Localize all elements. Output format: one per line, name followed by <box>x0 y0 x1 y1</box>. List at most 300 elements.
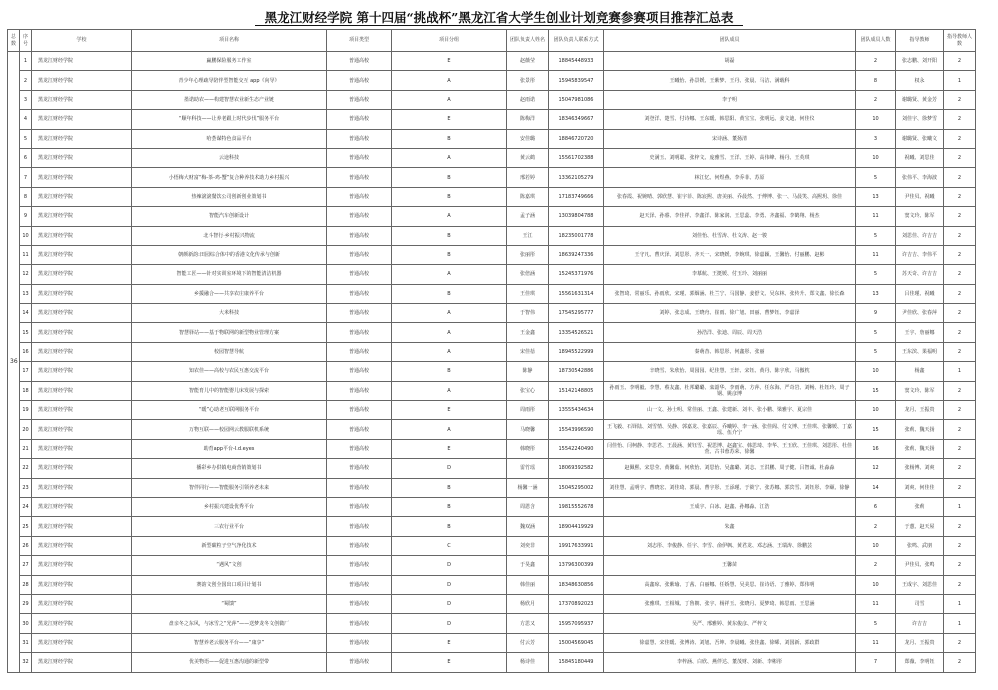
cell-members: 刘婷、张志成、王晓舟、崔雨、徐广旭、田丽、曹梦钰、李嘉泽 <box>604 304 856 323</box>
cell-name: 朝颜新韵:田园综合体中的香港文化传承与创新 <box>132 245 327 264</box>
cell-type: 普通高校 <box>327 459 392 478</box>
cell-name: 校园智慧导航 <box>132 342 327 361</box>
table-row <box>8 439 976 458</box>
cell-no: 18 <box>20 381 32 400</box>
cell-no: 9 <box>20 207 32 226</box>
cell-name: 智能工匠——针对实训室环境下的智能清洁机器 <box>132 265 327 284</box>
cell-phone: 19815552678 <box>549 497 604 516</box>
cell-group: B <box>392 362 507 381</box>
cell-phone: 17545295777 <box>549 304 604 323</box>
cell-tcount: 2 <box>944 342 976 361</box>
cell-members: 朱鑫 <box>604 517 856 536</box>
cell-school: 黑龙江财经学院 <box>32 653 132 672</box>
cell-school: 黑龙江财经学院 <box>32 226 132 245</box>
cell-type: 普通高校 <box>327 556 392 575</box>
cell-count: 5 <box>856 323 896 342</box>
cell-group: A <box>392 342 507 361</box>
cell-teacher: 权永 <box>896 71 944 90</box>
cell-tcount: 2 <box>944 575 976 594</box>
cell-count: 3 <box>856 129 896 148</box>
cell-group: E <box>392 633 507 652</box>
cell-phone: 13354526521 <box>549 323 604 342</box>
table-row <box>8 284 976 303</box>
cell-count: 6 <box>856 497 896 516</box>
cell-type: 普通高校 <box>327 52 392 71</box>
cell-type: 普通高校 <box>327 401 392 420</box>
cell-members: 张春霞、祝婉晴、郭欣慧、崔宇菲、陈宸熙、唐美丽、乔晨然、于傅博、张一、马晨笑、高熙玥、徐佳 <box>604 187 856 206</box>
cell-phone: 18845448933 <box>549 52 604 71</box>
table-body <box>8 52 976 673</box>
cell-school: 黑龙江财经学院 <box>32 187 132 206</box>
cell-tcount: 2 <box>944 207 976 226</box>
cell-tcount: 2 <box>944 478 976 497</box>
cell-type: 普通高校 <box>327 575 392 594</box>
cell-type: 普通高校 <box>327 594 392 613</box>
table-row <box>8 459 976 478</box>
cell-teacher: 谢璐贤、张曦文 <box>896 129 944 148</box>
cell-school: 黑龙江财经学院 <box>32 265 132 284</box>
cell-name: 赛韵文创全国出口项目计划书 <box>132 575 327 594</box>
cell-phone: 17370892023 <box>549 594 604 613</box>
table-row <box>8 478 976 497</box>
cell-no: 22 <box>20 459 32 478</box>
cell-teacher: 郑薇、李明钰 <box>896 653 944 672</box>
cell-phone: 18069392582 <box>549 459 604 478</box>
cell-school: 黑龙江财经学院 <box>32 323 132 342</box>
cell-teacher: 张志鹏、刘开阳 <box>896 52 944 71</box>
cell-name: “顺年科技——让养老跟上时代步伐”服务平台 <box>132 110 327 129</box>
cell-type: 普通高校 <box>327 245 392 264</box>
cell-teacher: 张莉、魏天扬 <box>896 439 944 458</box>
cell-count: 13 <box>856 187 896 206</box>
table-row <box>8 226 976 245</box>
cell-count: 10 <box>856 148 896 167</box>
cell-members: 刘佳慧、孟明宇、曹晓宏、刘佳琦、郭晨、曹宇彤、王添瑾、于筱宁、张苏娜、郭宾雪、刘钰彤、李颐、徐静 <box>604 478 856 497</box>
cell-group: B <box>392 187 507 206</box>
cell-teacher: 尹佳贝、张鸣 <box>896 556 944 575</box>
table-row <box>8 129 976 148</box>
cell-name: 大米科技 <box>132 304 327 323</box>
cell-teacher: 尹佳贝、祝曦 <box>896 187 944 206</box>
table-row <box>8 575 976 594</box>
cell-teacher: 司雪 <box>896 594 944 613</box>
cell-name: “暖”心助老互联网服务平台 <box>132 401 327 420</box>
cell-teacher: 窦文玲、陈军 <box>896 207 944 226</box>
cell-school: 黑龙江财经学院 <box>32 90 132 109</box>
cell-count: 14 <box>856 478 896 497</box>
cell-name: 盘亲冬之东风，与冰雪之“光萍”——送梦龙冬文创微厂 <box>132 614 327 633</box>
cell-name: 乡村振兴建设优秀平台 <box>132 497 327 516</box>
cell-tcount: 2 <box>944 245 976 264</box>
cell-members: 刘佳怡、杜雪涛、杜文涛、赵一骏 <box>604 226 856 245</box>
cell-tcount: 2 <box>944 381 976 400</box>
cell-phone: 13362105279 <box>549 168 604 187</box>
cell-name: 知农佳——高校与农民互惠交流平台 <box>132 362 327 381</box>
table-row <box>8 52 976 71</box>
cell-leader: 张丽彤 <box>507 245 549 264</box>
cell-phone: 15542240490 <box>549 439 604 458</box>
cell-members: 王成宇、白冰、赵鑫、孙娜淼、江浩 <box>604 497 856 516</box>
cell-phone: 18348630856 <box>549 575 604 594</box>
cell-group: A <box>392 148 507 167</box>
cell-type: 普通高校 <box>327 420 392 439</box>
total-count: 36 <box>8 52 20 673</box>
cell-group: E <box>392 439 507 458</box>
cell-no: 32 <box>20 653 32 672</box>
cell-school: 黑龙江财经学院 <box>32 401 132 420</box>
cell-type: 普通高校 <box>327 148 392 167</box>
table-row <box>8 90 976 109</box>
cell-phone: 18904419929 <box>549 517 604 536</box>
cell-type: 普通高校 <box>327 614 392 633</box>
cell-teacher: 杨鑫 <box>896 362 944 381</box>
cell-count: 5 <box>856 226 896 245</box>
cell-group: A <box>392 71 507 90</box>
cell-teacher: 王东滨、果福明 <box>896 342 944 361</box>
cell-count: 10 <box>856 575 896 594</box>
cell-leader: 魏双涵 <box>507 517 549 536</box>
cell-type: 普通高校 <box>327 265 392 284</box>
table-row <box>8 420 976 439</box>
cell-tcount: 1 <box>944 594 976 613</box>
cell-leader: 周恩含 <box>507 497 549 516</box>
cell-name: 墨诺助农——构建智慧农业新生态产业链 <box>132 90 327 109</box>
cell-teacher: 许吉吉 <box>896 614 944 633</box>
cell-teacher: 吕佳瑾、祝曦 <box>896 284 944 303</box>
cell-leader: 杨诗佳 <box>507 653 549 672</box>
table-row <box>8 556 976 575</box>
column-header: 团队负责人姓名 <box>507 30 549 52</box>
cell-school: 黑龙江财经学院 <box>32 168 132 187</box>
cell-phone: 15245371976 <box>549 265 604 284</box>
cell-count: 11 <box>856 633 896 652</box>
table-row <box>8 168 976 187</box>
cell-no: 17 <box>20 362 32 381</box>
column-header: 项目分组 <box>392 30 507 52</box>
cell-members: 张智琦、常丽乐、孙雨欣、宋瑾、郭烟涵、杜兰宁、马国静、姜舒文、吴东林、张传升、郑文鑫、徐长森 <box>604 284 856 303</box>
cell-no: 19 <box>20 401 32 420</box>
cell-name: 智能育儿中的智能婴儿床发展与探索 <box>132 381 327 400</box>
column-header: 项目类型 <box>327 30 392 52</box>
cell-type: 普通高校 <box>327 342 392 361</box>
cell-school: 黑龙江财经学院 <box>32 207 132 226</box>
cell-type: 普通高校 <box>327 304 392 323</box>
cell-type: 普通高校 <box>327 187 392 206</box>
cell-count: 5 <box>856 342 896 361</box>
cell-leader: 王金鑫 <box>507 323 549 342</box>
cell-no: 21 <box>20 439 32 458</box>
cell-teacher: 张伟平、李海波 <box>896 168 944 187</box>
cell-members: 李梓涵、白欣、燕伴达、董茂财、刘新、李彬彤 <box>604 653 856 672</box>
cell-type: 普通高校 <box>327 517 392 536</box>
cell-leader: 孟子涵 <box>507 207 549 226</box>
cell-type: 普通高校 <box>327 653 392 672</box>
cell-type: 普通高校 <box>327 284 392 303</box>
cell-tcount: 1 <box>944 362 976 381</box>
cell-phone: 15561631314 <box>549 284 604 303</box>
cell-no: 16 <box>20 342 32 361</box>
cell-members: 宋诗涵、董扬清 <box>604 129 856 148</box>
table-row <box>8 536 976 555</box>
cell-school: 黑龙江财经学院 <box>32 556 132 575</box>
cell-school: 黑龙江财经学院 <box>32 420 132 439</box>
cell-count: 9 <box>856 304 896 323</box>
cell-teacher: 窦文玲、陈军 <box>896 381 944 400</box>
cell-tcount: 2 <box>944 323 976 342</box>
cell-type: 普通高校 <box>327 168 392 187</box>
cell-teacher: 王成宇、刘思佳 <box>896 575 944 594</box>
cell-count: 10 <box>856 401 896 420</box>
cell-phone: 18730542886 <box>549 362 604 381</box>
cell-school: 黑龙江财经学院 <box>32 284 132 303</box>
cell-members: 刘志彤、李俊静、任宇、李雪、俞伊枫、黄君龙、邓志涵、王瑞涛、徐鹏芸 <box>604 536 856 555</box>
cell-type: 普通高校 <box>327 207 392 226</box>
cell-group: A <box>392 207 507 226</box>
cell-name: 哈荟谋特色食品平台 <box>132 129 327 148</box>
cell-no: 1 <box>20 52 32 71</box>
table-row <box>8 497 976 516</box>
cell-no: 15 <box>20 323 32 342</box>
cell-no: 28 <box>20 575 32 594</box>
cell-tcount: 1 <box>944 71 976 90</box>
cell-school: 黑龙江财经学院 <box>32 459 132 478</box>
cell-leader: 周雨彤 <box>507 401 549 420</box>
cell-count: 5 <box>856 614 896 633</box>
cell-leader: 陈静 <box>507 362 549 381</box>
cell-school: 黑龙江财经学院 <box>32 342 132 361</box>
cell-count: 15 <box>856 381 896 400</box>
cell-tcount: 2 <box>944 556 976 575</box>
cell-name: 万物互联——校园网云教服联机系统 <box>132 420 327 439</box>
cell-teacher: 龙月、王振贵 <box>896 633 944 652</box>
table-row <box>8 633 976 652</box>
cell-count: 2 <box>856 517 896 536</box>
cell-name: “蜀馈” <box>132 594 327 613</box>
cell-group: D <box>392 459 507 478</box>
cell-type: 普通高校 <box>327 478 392 497</box>
cell-no: 10 <box>20 226 32 245</box>
cell-members: 秦萌杳、韩思彤、何鑫彤、张丽 <box>604 342 856 361</box>
cell-no: 30 <box>20 614 32 633</box>
cell-type: 普通高校 <box>327 439 392 458</box>
cell-leader: 陈梅洋 <box>507 110 549 129</box>
cell-count: 7 <box>856 653 896 672</box>
cell-school: 黑龙江财经学院 <box>32 536 132 555</box>
cell-no: 13 <box>20 284 32 303</box>
cell-members: 李子明 <box>604 90 856 109</box>
cell-count: 10 <box>856 110 896 129</box>
cell-tcount: 2 <box>944 401 976 420</box>
cell-tcount: 2 <box>944 439 976 458</box>
cell-tcount: 2 <box>944 110 976 129</box>
cell-members: 辛晓雪、朱欣怡、周园园、纪佳慧、王轩、宋钰、黄丹、陈宇欣、马傲枕 <box>604 362 856 381</box>
cell-no: 8 <box>20 187 32 206</box>
cell-group: B <box>392 284 507 303</box>
cell-group: A <box>392 265 507 284</box>
cell-count: 10 <box>856 362 896 381</box>
cell-school: 黑龙江财经学院 <box>32 633 132 652</box>
cell-phone: 18346349667 <box>549 110 604 129</box>
cell-no: 31 <box>20 633 32 652</box>
cell-name: 青少年心理疏导陪伴型智能交互 app《向导》 <box>132 71 327 90</box>
cell-phone: 15957095937 <box>549 614 604 633</box>
table-row <box>8 187 976 206</box>
cell-no: 11 <box>20 245 32 264</box>
cell-school: 黑龙江财经学院 <box>32 381 132 400</box>
column-header: 项目名称 <box>132 30 327 52</box>
cell-members: 赵天泽、孙睿、李佳祥、李鑫洋、陈家润、王思蕊、李勇、齐鑫福、李鹤翔、杨杰 <box>604 207 856 226</box>
cell-leader: 杨馨一涵 <box>507 478 549 497</box>
cell-teacher: 刘佳宇、徐梦雪 <box>896 110 944 129</box>
cell-no: 26 <box>20 536 32 555</box>
cell-phone: 17183749666 <box>549 187 604 206</box>
cell-no: 20 <box>20 420 32 439</box>
cell-leader: 张宝心 <box>507 381 549 400</box>
table-row <box>8 517 976 536</box>
cell-members: 闫佳怡、闫柯静、李思君、王晨涵、黄钰雪、祝思博、赵鑫宝、韩思琦、李华、王玉欣、王佳琪、刘思彤、杜佳萱、古书蓉苏荣、徐馨 <box>604 439 856 458</box>
document-title: 黑龙江财经学院 第十四届“挑战杯”黑龙江省大学生创业计划竞赛参赛项目推荐汇总表 <box>0 8 998 26</box>
cell-leader: 张景彤 <box>507 71 549 90</box>
cell-type: 普通高校 <box>327 226 392 245</box>
cell-school: 黑龙江财经学院 <box>32 148 132 167</box>
cell-members: 张雅琪、王相城、丁鲁朝、张宇、杨祥玉、张晓月、夏梦琦、韩思雨、王思涵 <box>604 594 856 613</box>
cell-phone: 18639247336 <box>549 245 604 264</box>
cell-group: B <box>392 245 507 264</box>
cell-group: B <box>392 517 507 536</box>
cell-school: 黑龙江财经学院 <box>32 110 132 129</box>
cell-teacher: 刘思佳、许吉吉 <box>896 226 944 245</box>
cell-leader: 韩佳丽 <box>507 575 549 594</box>
cell-members: 徐嘉慧、宋佳暖、张博涛、刘旭、吾坤、李晨曦、张佳鑫、徐晞、刘国新、郭政群 <box>604 633 856 652</box>
cell-type: 普通高校 <box>327 90 392 109</box>
cell-phone: 15047981086 <box>549 90 604 109</box>
cell-leader: 于智伟 <box>507 304 549 323</box>
cell-type: 普通高校 <box>327 381 392 400</box>
table-row <box>8 362 976 381</box>
cell-tcount: 2 <box>944 129 976 148</box>
table-row <box>8 323 976 342</box>
cell-leader: 邢若婷 <box>507 168 549 187</box>
cell-name: 优美物语——促进互惠沟通的新型带 <box>132 653 327 672</box>
cell-leader: 马晓馨 <box>507 420 549 439</box>
cell-school: 黑龙江财经学院 <box>32 52 132 71</box>
table-row <box>8 265 976 284</box>
cell-no: 23 <box>20 478 32 497</box>
cell-no: 6 <box>20 148 32 167</box>
cell-phone: 18945522999 <box>549 342 604 361</box>
cell-teacher: 尹佳欣、张春萍 <box>896 304 944 323</box>
cell-teacher: 许吉吉、李伟平 <box>896 245 944 264</box>
table-row <box>8 207 976 226</box>
cell-leader: 韩晓彤 <box>507 439 549 458</box>
project-table <box>7 29 976 673</box>
cell-members: 高鑫琼、张紫瑜、丁茜、白丽娜、任娇慧、吴美思、崔诗语、丁雅婷、郑伟明 <box>604 575 856 594</box>
cell-teacher: 王宇、詹丽娜 <box>896 323 944 342</box>
cell-members: 史满玉、刘明聪、张梓文、庞雅雪、王洋、王婷、高伟峰、杨丹、王英琪 <box>604 148 856 167</box>
cell-school: 黑龙江财经学院 <box>32 478 132 497</box>
cell-school: 黑龙江财经学院 <box>32 71 132 90</box>
cell-school: 黑龙江财经学院 <box>32 575 132 594</box>
table-row <box>8 342 976 361</box>
cell-group: A <box>392 304 507 323</box>
cell-school: 黑龙江财经学院 <box>32 497 132 516</box>
cell-leader: 宋佳蓓 <box>507 342 549 361</box>
cell-leader: 杨欣月 <box>507 594 549 613</box>
cell-no: 14 <box>20 304 32 323</box>
cell-no: 25 <box>20 517 32 536</box>
cell-tcount: 2 <box>944 265 976 284</box>
cell-count: 11 <box>856 207 896 226</box>
cell-members: 王守凡、曹庆泽、刘思彤、齐天一、宋晓媛、李婉琪、徐嘉颖、王馨怡、付丽鹏、赵彬 <box>604 245 856 264</box>
cell-group: B <box>392 168 507 187</box>
cell-members: 刘登洋、楚雪、付诗娜、王东暖、韩思阳、黄宝宝、张明远、姜文迪、何佳仪 <box>604 110 856 129</box>
cell-phone: 13039804788 <box>549 207 604 226</box>
cell-leader: 方思又 <box>507 614 549 633</box>
cell-leader: 赵薇莹 <box>507 52 549 71</box>
cell-members: 李慕航、王挺媛、付玉玲、刘丽丽 <box>604 265 856 284</box>
cell-type: 普通高校 <box>327 129 392 148</box>
cell-count: 11 <box>856 594 896 613</box>
table-row <box>8 71 976 90</box>
cell-count: 2 <box>856 556 896 575</box>
cell-group: E <box>392 110 507 129</box>
cell-members: 吴严、邢雅婷、黄东俊彦、严梓文 <box>604 614 856 633</box>
cell-no: 5 <box>20 129 32 148</box>
cell-tcount: 2 <box>944 187 976 206</box>
cell-tcount: 2 <box>944 90 976 109</box>
cell-tcount: 2 <box>944 536 976 555</box>
cell-phone: 18235001778 <box>549 226 604 245</box>
cell-group: C <box>392 536 507 555</box>
cell-school: 黑龙江财经学院 <box>32 614 132 633</box>
cell-group: B <box>392 226 507 245</box>
cell-group: B <box>392 497 507 516</box>
cell-name: 智伴同行——智能服务引领养老未来 <box>132 478 327 497</box>
cell-name: 乡援融合——共享农庄康养平台 <box>132 284 327 303</box>
column-header: 团队负责人联系方式 <box>549 30 604 52</box>
cell-no: 27 <box>20 556 32 575</box>
cell-teacher: 苏天奇、许吉吉 <box>896 265 944 284</box>
cell-no: 29 <box>20 594 32 613</box>
cell-members: 林江忆、何煜燕、李乔菲、苏原 <box>604 168 856 187</box>
cell-type: 普通高校 <box>327 323 392 342</box>
cell-group: B <box>392 129 507 148</box>
cell-no: 3 <box>20 90 32 109</box>
cell-group: A <box>392 420 507 439</box>
cell-members: 孙雨玉、李明毅、李慧、蔡友鑫、杜邦璐璐、栾韶华、李雨萌、方萍、任东海、严奇岩、刘畅、杜钰玲、周子钢、姚彦博 <box>604 381 856 400</box>
cell-phone: 13796300399 <box>549 556 604 575</box>
column-header: 团队成员 <box>604 30 856 52</box>
cell-teacher: 刘爽、何佳佳 <box>896 478 944 497</box>
table-row <box>8 594 976 613</box>
cell-type: 普通高校 <box>327 71 392 90</box>
column-header: 团队成员人数 <box>856 30 896 52</box>
cell-school: 黑龙江财经学院 <box>32 439 132 458</box>
cell-leader: 安佳璐 <box>507 129 549 148</box>
cell-group: B <box>392 478 507 497</box>
cell-school: 黑龙江财经学院 <box>32 245 132 264</box>
cell-count: 13 <box>856 284 896 303</box>
cell-phone: 13555434634 <box>549 401 604 420</box>
cell-tcount: 2 <box>944 304 976 323</box>
table-row <box>8 110 976 129</box>
cell-leader: 王江 <box>507 226 549 245</box>
cell-leader: 张倍涵 <box>507 265 549 284</box>
cell-tcount: 2 <box>944 459 976 478</box>
cell-name: 赢鹏保险服务工作室 <box>132 52 327 71</box>
cell-name: 热辣滚滚餐饮公司创新创业策划书 <box>132 187 327 206</box>
cell-type: 普通高校 <box>327 536 392 555</box>
